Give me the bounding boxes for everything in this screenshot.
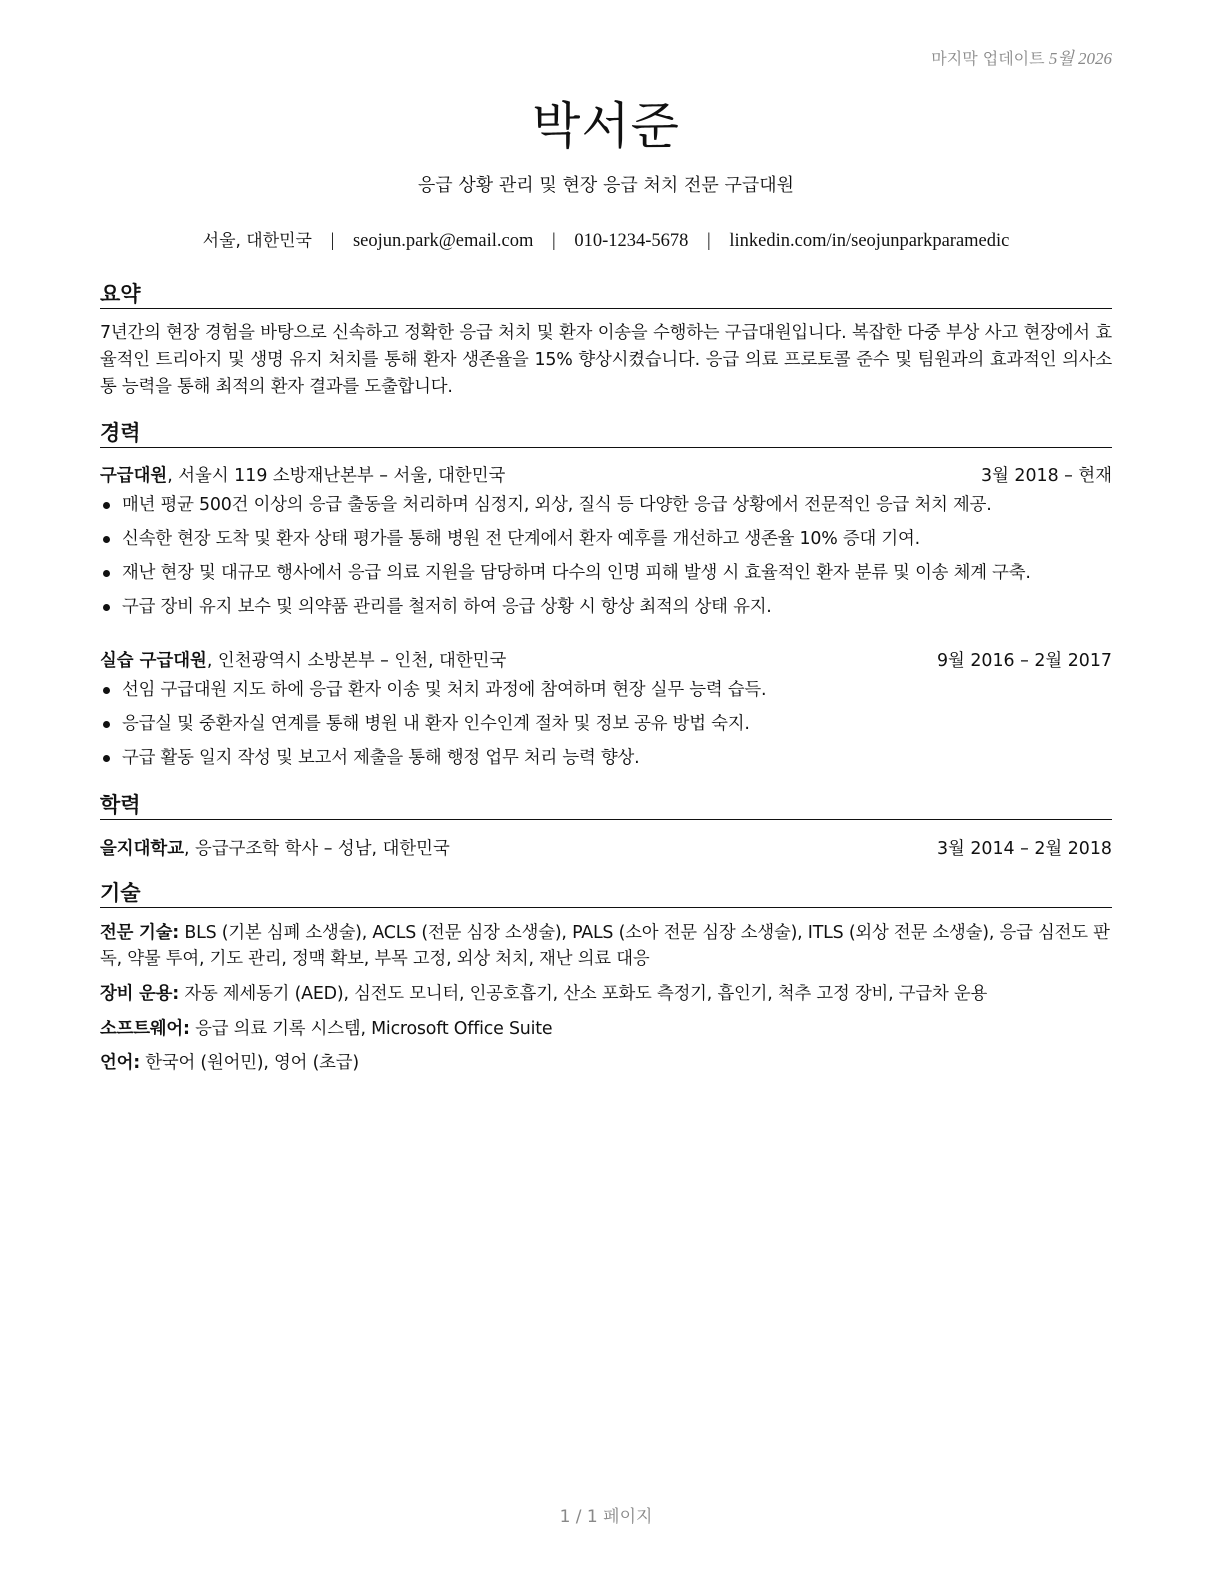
job-header (100, 646, 1112, 672)
job-header (100, 461, 1112, 487)
contact-separator: | (551, 231, 556, 251)
contact-line (100, 226, 1112, 252)
skill-text: 한국어 (원어민), 영어 (초급) (139, 1053, 359, 1073)
job-bullet: 매년 평균 500건 이상의 응급 출동을 처리하며 심정지, 외상, 질식 등 다양한 응급 상황에서 전문적인 응급 처치 제공. (100, 492, 1112, 526)
skill-text: 자동 제세동기 (AED), 심전도 모니터, 인공호흡기, 산소 포화도 측정기, 흡인기, 척추 고정 장비, 구급차 운용 (179, 984, 988, 1004)
contact-linkedin[interactable]: linkedin.com/in/seojunparkparamedic (729, 231, 1010, 251)
job-bullets (100, 492, 1112, 628)
job-org: , 인천광역시 소방본부 – 인천, 대한민국 (206, 651, 507, 671)
contact-email[interactable]: seojun.park@email.com (352, 231, 534, 251)
skill-label: 전문 기술: (100, 923, 180, 943)
skill-label: 장비 운용: (100, 984, 180, 1004)
section-title-education: 학력 (100, 789, 1112, 820)
education-entry (100, 834, 1112, 860)
education-school: 을지대학교 (100, 839, 184, 859)
section-title-summary: 요약 (100, 278, 1112, 309)
skill-line (100, 981, 1112, 1007)
skill-text: 응급 의료 기록 시스템, Microsoft Office Suite (189, 1019, 553, 1039)
section-title-skills: 기술 (100, 877, 1112, 908)
skill-text: BLS (기본 심폐 소생술), ACLS (전문 심장 소생술), PALS (소아 전문 심장 소생술), ITLS (외상 전문 소생술), 응급 심전도 판독, 약물 투여, 기도 관리, 정맥 확보, 부목 고정, 외상 처치, 재난 의료 대응 (100, 923, 1110, 969)
education-dates: 3월 2014 – 2월 2018 (936, 839, 1112, 859)
skill-line (100, 1050, 1112, 1076)
job-bullets (100, 677, 1112, 779)
job-role: 실습 구급대원 (100, 651, 207, 671)
page-footer: 1 / 1 페이지 (559, 1507, 653, 1527)
contact-phone: 010-1234-5678 (574, 231, 689, 251)
job-bullet: 구급 활동 일지 작성 및 보고서 제출을 통해 행정 업무 처리 능력 향상. (100, 745, 1112, 779)
last-updated-year: 2026 (1078, 49, 1112, 68)
job-bullet: 재난 현장 및 대규모 행사에서 응급 의료 지원을 담당하며 다수의 인명 피해 발생 시 효율적인 환자 분류 및 이송 체계 구축. (100, 560, 1112, 594)
skill-label: 소프트웨어: (100, 1019, 190, 1039)
job-role: 구급대원 (100, 466, 168, 486)
job-bullet: 응급실 및 중환자실 연계를 통해 병원 내 환자 인수인계 절차 및 정보 공유 방법 숙지. (100, 711, 1112, 745)
skill-label: 언어: (100, 1053, 140, 1073)
job-dates: 9월 2016 – 2월 2017 (936, 651, 1112, 671)
resume-page (100, 0, 1112, 1584)
summary-text: 7년간의 현장 경험을 바탕으로 신속하고 정확한 응급 처치 및 환자 이송을 수행하는 구급대원입니다. 복잡한 다중 부상 사고 현장에서 효율적인 트리아지 및 생명 유지 처치를 통해 환자 생존율을 15% 향상시켰습니다. 응급 의료 프로토콜 준수 및 팀원과의 효과적인 의사소통 능력을 통해 최적의 환자 결과를 도출합니다. (100, 323, 1112, 397)
last-updated-month: 5월 (1048, 49, 1074, 68)
job-bullet: 신속한 현장 도착 및 환자 상태 평가를 통해 병원 전 단계에서 환자 예후를 개선하고 생존율 10% 증대 기여. (100, 526, 1112, 560)
skill-line (100, 920, 1112, 972)
job-dates: 3월 2018 – 현재 (981, 466, 1112, 486)
skill-line (100, 1016, 1112, 1042)
education-detail: , 응급구조학 학사 – 성남, 대한민국 (184, 839, 450, 859)
job-bullet: 구급 장비 유지 보수 및 의약품 관리를 철저히 하여 응급 상황 시 항상 최적의 상태 유지. (100, 594, 1112, 628)
job-org: , 서울시 119 소방재난본부 – 서울, 대한민국 (167, 466, 506, 486)
contact-separator: | (330, 231, 335, 251)
candidate-tagline: 응급 상황 관리 및 현장 응급 처치 전문 구급대원 (417, 175, 795, 196)
last-updated-label: 마지막 업데이트 (931, 49, 1045, 68)
candidate-name: 박서준 (532, 97, 680, 155)
job-bullet: 선임 구급대원 지도 하에 응급 환자 이송 및 처치 과정에 참여하며 현장 실무 능력 습득. (100, 677, 1112, 711)
contact-separator: | (707, 231, 711, 251)
last-updated (931, 44, 1112, 69)
contact-location: 서울, 대한민국 (202, 231, 312, 251)
section-title-experience: 경력 (100, 417, 1112, 448)
